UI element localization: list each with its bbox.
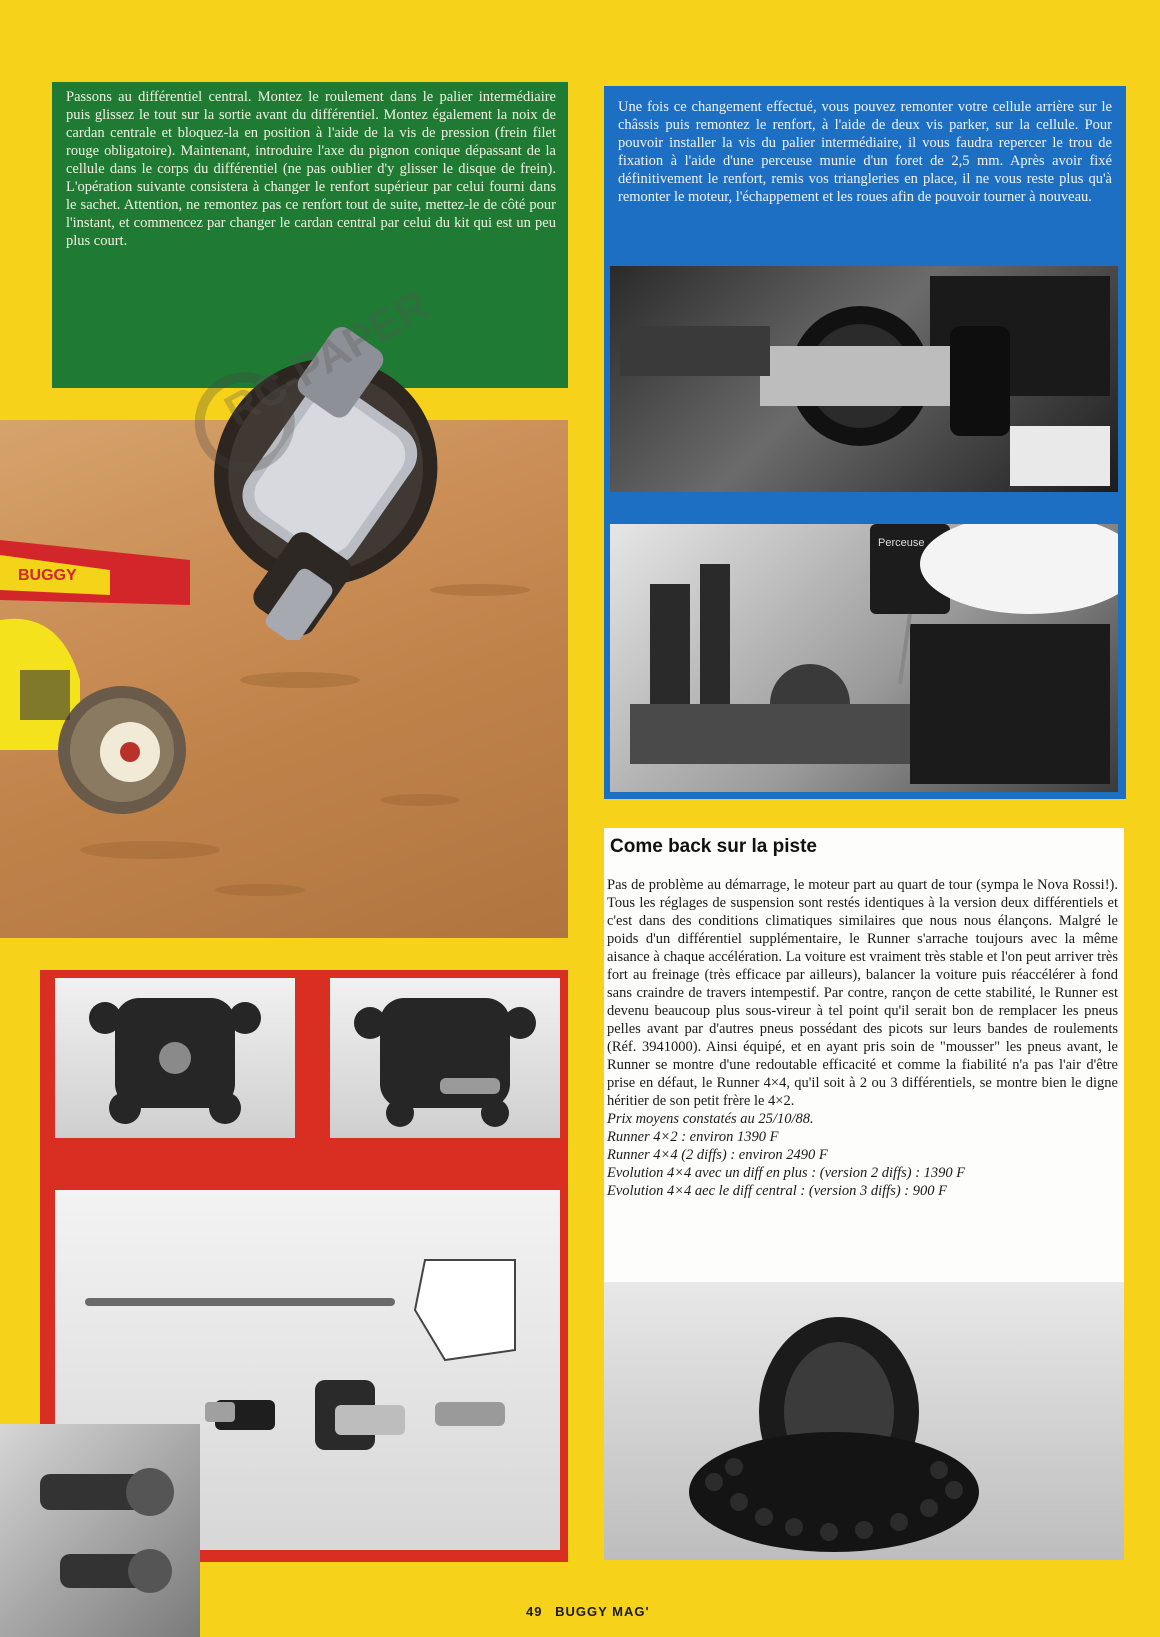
- diff-housing-photo-1: [55, 978, 295, 1138]
- price-line: Runner 4×4 (2 diffs) : environ 2490 F: [607, 1147, 828, 1163]
- price-line: Prix moyens constatés au 25/10/88.: [607, 1111, 814, 1127]
- article-title: Come back sur la piste: [610, 836, 817, 857]
- article-body-text: Pas de problème au démarrage, le moteur part au quart de tour (sympa le Nova Rossi!). Tous les réglages de suspension sont restés identiques à la version deux différentiels et c'est dans des conditions climatiques similaires que nous nous élançons. Malgré le poids d'un différentiel supplémentaire, le Runner s'arrache toujours avec la même aisance à chaque accélération. La voiture est vraiment très stable et l'on peut arriver très fort au freinage (très efficace par ailleurs), balancer la voiture puis réaccélérer à fond sans craindre de travers intempestif. Par contre, rançon de cette stabilité, le Runner est devenu beaucoup plus sous-vireur à tel point qu'il serait bon de remplacer les pneus pelles avant par d'autres pneus possédant des picots sur leurs bandes de roulements (Réf. 3941000). Ainsi équipé, et en ayant pris soin de "mousser" les pneus avant, le Runner se montre d'une redoutable efficacité et comme la fiabilité n'a pas l'air d'être prise en défaut, le Runner 4×4, qu'il soit à 2 ou 3 différentiels, se montre bien le digne héritier de son petit frère le 4×2.: [607, 877, 1118, 1109]
- magazine-name: BUGGY MAG': [555, 1604, 650, 1619]
- chassis-drill-photo: [610, 524, 1118, 792]
- pinion-gears-photo: [0, 1424, 200, 1637]
- page-number: 49: [526, 1604, 543, 1619]
- article-body: [607, 876, 1118, 1200]
- article-box: [604, 828, 1124, 1282]
- price-line: Evolution 4×4 aec le diff central : (version 3 diffs) : 900 F: [607, 1183, 947, 1199]
- watermark-logo: [150, 220, 510, 480]
- diff-housing-photo-2: [330, 978, 560, 1138]
- svg-text:RC-PAPER: RC-PAPER: [216, 280, 438, 436]
- tyre-photo: [604, 1282, 1124, 1560]
- page-footer: [526, 1604, 658, 1619]
- green-box-text: Passons au différentiel central. Montez le roulement dans le palier intermédiaire puis glissez le tout sur la sortie avant du différentiel. Montez également la noix de cardan centrale et bloquez-la en position à l'aide de la vis de pression (frein filet rouge obligatoire). Maintenant, introduire l'axe du pignon conique dépassant de la cellule dans le corps du différentiel (ne pas oublier d'y glisser le disque de frein). L'opération suivante consistera à changer le renfort supérieur par celui fourni dans le sachet. Attention, ne remontez pas ce renfort tout de suite, mettez-le de côté pour l'instant, et commencez par changer le cardan central par celui du kit qui est un peu plus court.: [66, 89, 556, 249]
- chassis-photo-top: [610, 266, 1118, 492]
- blue-text-box: [604, 86, 1126, 254]
- svg-text:Perceuse: Perceuse: [878, 537, 925, 549]
- svg-text:BUGGY: BUGGY: [18, 567, 77, 584]
- price-line: Evolution 4×4 avec un diff en plus : (version 2 diffs) : 1390 F: [607, 1165, 966, 1181]
- blue-box-text: Une fois ce changement effectué, vous pouvez remonter votre cellule arrière sur le châssis puis remontez le renfort, à l'aide de deux vis parker, sur la cellule. Pour pouvoir installer la vis du palier intermédiaire, il vous faudra repercer le trou de fixation à l'aide d'une perceuse munie d'un foret de 2,5 mm. Après avoir fixé définitivement le renfort, remis vos triangleries en place, il ne vous reste plus qu'à remonter le moteur, l'échappement et les roues afin de pouvoir tourner à nouveau.: [618, 99, 1112, 205]
- price-line: Runner 4×2 : environ 1390 F: [607, 1129, 779, 1145]
